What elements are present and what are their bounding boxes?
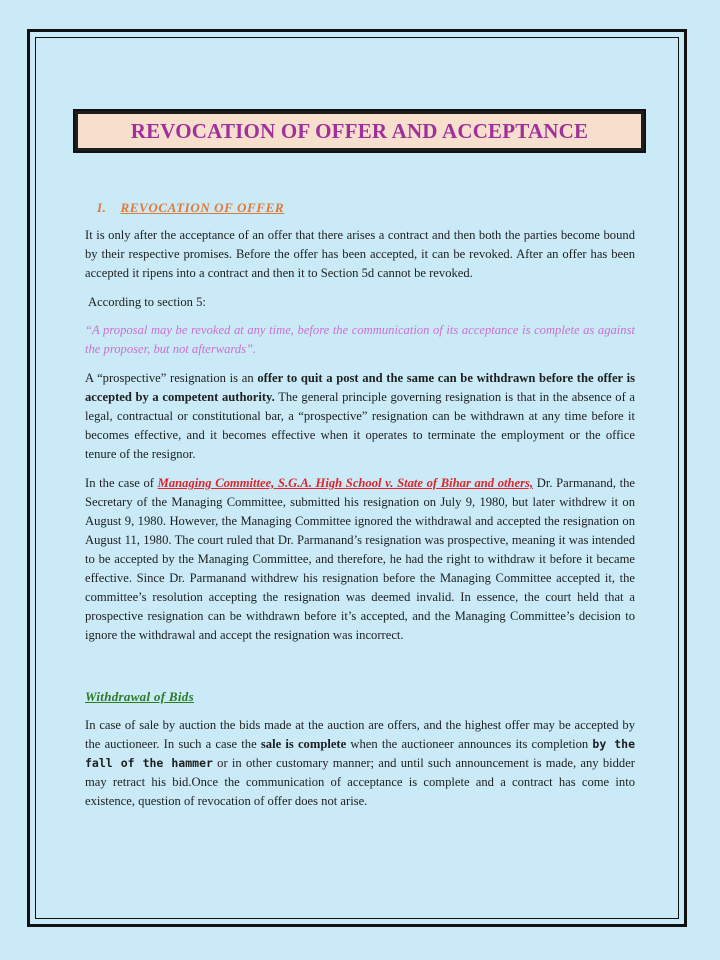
section-quote: “A proposal may be revoked at any time, before the communication of its acceptance is complete as against the proposer, but not afterwards”. <box>85 323 635 356</box>
paragraph-according: According to section 5: <box>88 295 206 309</box>
bids-bold-sale-complete: sale is complete <box>260 737 347 751</box>
section-heading-withdrawal: Withdrawal of Bids <box>85 689 194 704</box>
bids-text-e: or in other customary manner; and until such announcement is made, any bidder may retract his bid.Once the communication of acceptance is complete and a contract has come into existence, question of revocation of offer does not arise. <box>85 756 635 808</box>
bids-text-a: In case of sale by auction the bids made at the auction are offers, and the highest offer may be accepted by the auctioneer. In such a case the <box>85 718 635 751</box>
prospective-text-start: A “prospective” resignation is an <box>85 371 258 385</box>
case-name-link[interactable]: Managing Committee, S.G.A. High School v. State of Bihar and others, <box>157 476 534 490</box>
section-heading-revocation <box>97 198 635 217</box>
paragraph-case <box>85 474 635 645</box>
bids-text-c: when the auctioneer announces its completion <box>346 737 593 751</box>
paragraph-intro: It is only after the acceptance of an offer that there arises a contract and then both the parties become bound by their respective promises. Before the offer has been accepted, it can be revoked. After an offer has been accepted it ripens into a contract and then it to Section 5d cannot be revoked. <box>85 228 635 280</box>
section-heading-text: REVOCATION OF OFFER <box>120 200 285 215</box>
case-text-end: Dr. Parmanand, the Secretary of the Managing Committee, submitted his resignation on July 9, 1980, but later withdrew it on August 9, 1980. However, the Managing Committee ignored the withdrawal and accepted the resignation on August 11, 1980. The court ruled that Dr. Parmanand’s resignation was prospective, meaning it was intended to be accepted by the Managing Committee, and therefore, he had the right to withdraw it before it became effective. Since Dr. Parmanand withdrew his resignation before the Managing Committee accepted it, the committee’s resolution accepting the resignation was deemed invalid. In essence, the court held that a prospective resignation can be withdrawn before it’s accepted, and the Managing Committee’s decision to ignore the withdrawal and accept the resignation was incorrect. <box>85 476 635 642</box>
prospective-bold-text: offer to quit a post and the same can be withdrawn before the offer is accepted by a competent authority. <box>85 371 635 404</box>
case-text-start: In the case of <box>85 476 158 490</box>
title-box <box>73 109 646 153</box>
bids-bold-hammer: by the fall of the hammer <box>85 737 635 770</box>
prospective-text-end: The general principle governing resignation is that in the absence of a legal, contractual or constitutional bar, a “prospective” resignation can be withdrawn at any time before it becomes effective, and it becomes effective when it operates to terminate the employment or the office tenure of the resignor. <box>85 390 635 461</box>
page-title: REVOCATION OF OFFER AND ACCEPTANCE <box>130 118 589 143</box>
title-panel <box>78 114 641 148</box>
document-body <box>85 198 635 821</box>
paragraph-bids <box>85 716 635 811</box>
paragraph-prospective <box>85 369 635 464</box>
section-number: I. <box>97 200 107 215</box>
